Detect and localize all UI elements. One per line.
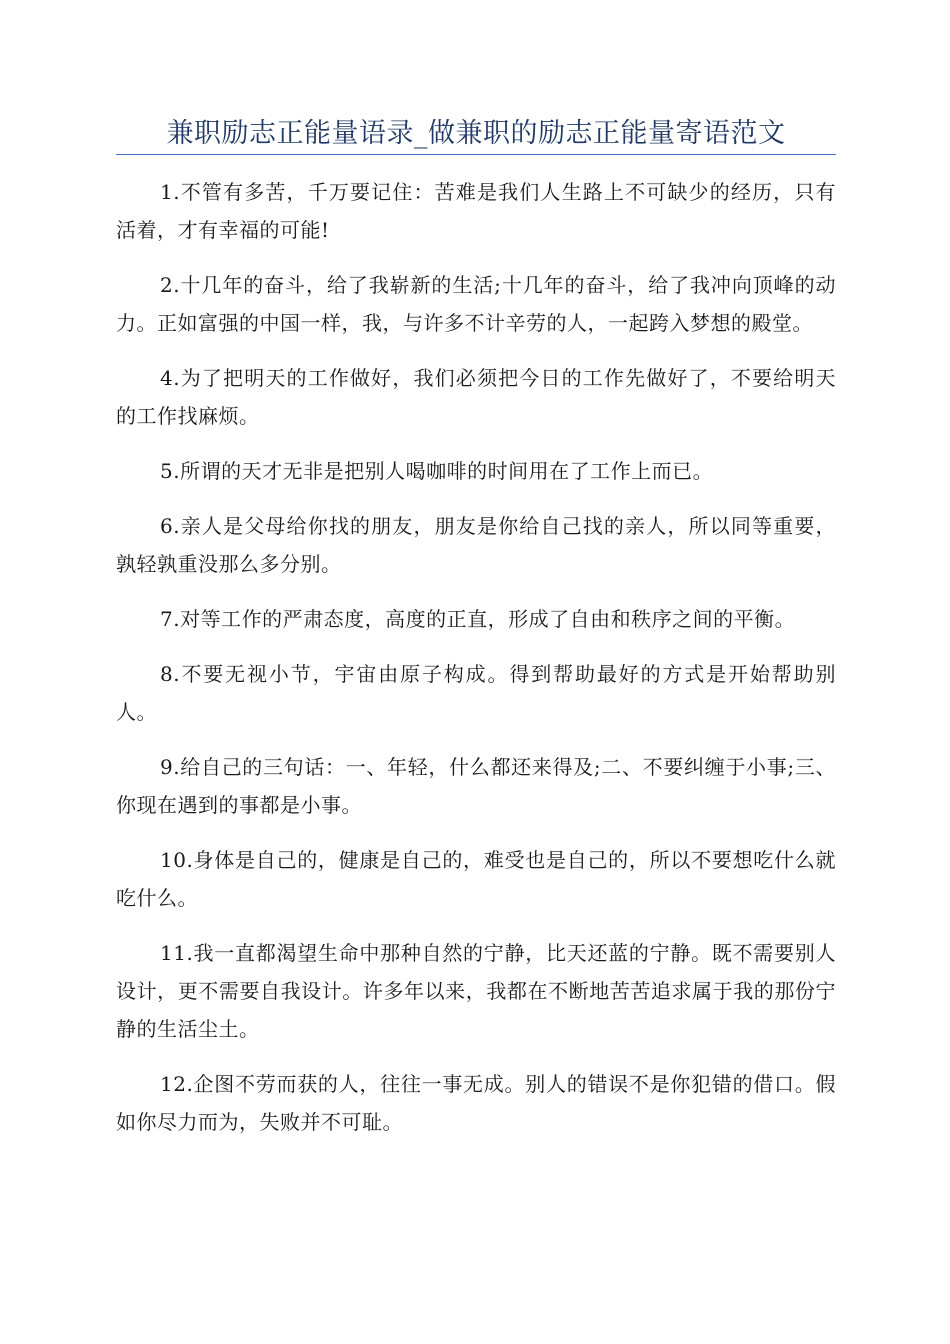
paragraph-11: 11.我一直都渴望生命中那种自然的宁静，比天还蓝的宁静。既不需要别人设计，更不需要自我设计。许多年以来，我都在不断地苦苦追求属于我的那份宁静的生活尘土。 [116, 941, 836, 1041]
paragraph-8: 8.不要无视小节，宇宙由原子构成。得到帮助最好的方式是开始帮助别人。 [116, 662, 836, 724]
document-body [116, 173, 836, 1141]
paragraph-1: 1.不管有多苦，千万要记住：苦难是我们人生路上不可缺少的经历，只有活着，才有幸福的可能! [116, 180, 836, 242]
paragraph-2: 2.十几年的奋斗，给了我崭新的生活;十几年的奋斗，给了我冲向顶峰的动力。正如富强的中国一样，我，与许多不计辛劳的人，一起跨入梦想的殿堂。 [116, 273, 836, 335]
document-page [116, 0, 836, 1158]
document-title: 兼职励志正能量语录_做兼职的励志正能量寄语范文 [166, 118, 786, 149]
paragraph-12: 12.企图不劳而获的人，往往一事无成。别人的错误不是你犯错的借口。假如你尽力而为，失败并不可耻。 [116, 1072, 836, 1134]
paragraph-7: 7.对等工作的严肃态度，高度的正直，形成了自由和秩序之间的平衡。 [160, 607, 796, 631]
paragraph-10: 10.身体是自己的，健康是自己的，难受也是自己的，所以不要想吃什么就吃什么。 [116, 848, 836, 910]
paragraph-4: 4.为了把明天的工作做好，我们必须把今日的工作先做好了，不要给明天的工作找麻烦。 [116, 366, 836, 428]
paragraph-6: 6.亲人是父母给你找的朋友，朋友是你给自己找的亲人，所以同等重要，孰轻孰重没那么多分别。 [116, 514, 836, 576]
title-underline [116, 154, 836, 155]
paragraph-5: 5.所谓的天才无非是把别人喝咖啡的时间用在了工作上而已。 [160, 459, 714, 483]
paragraph-9: 9.给自己的三句话：一、年轻，什么都还来得及;二、不要纠缠于小事;三、你现在遇到的事都是小事。 [116, 755, 836, 817]
